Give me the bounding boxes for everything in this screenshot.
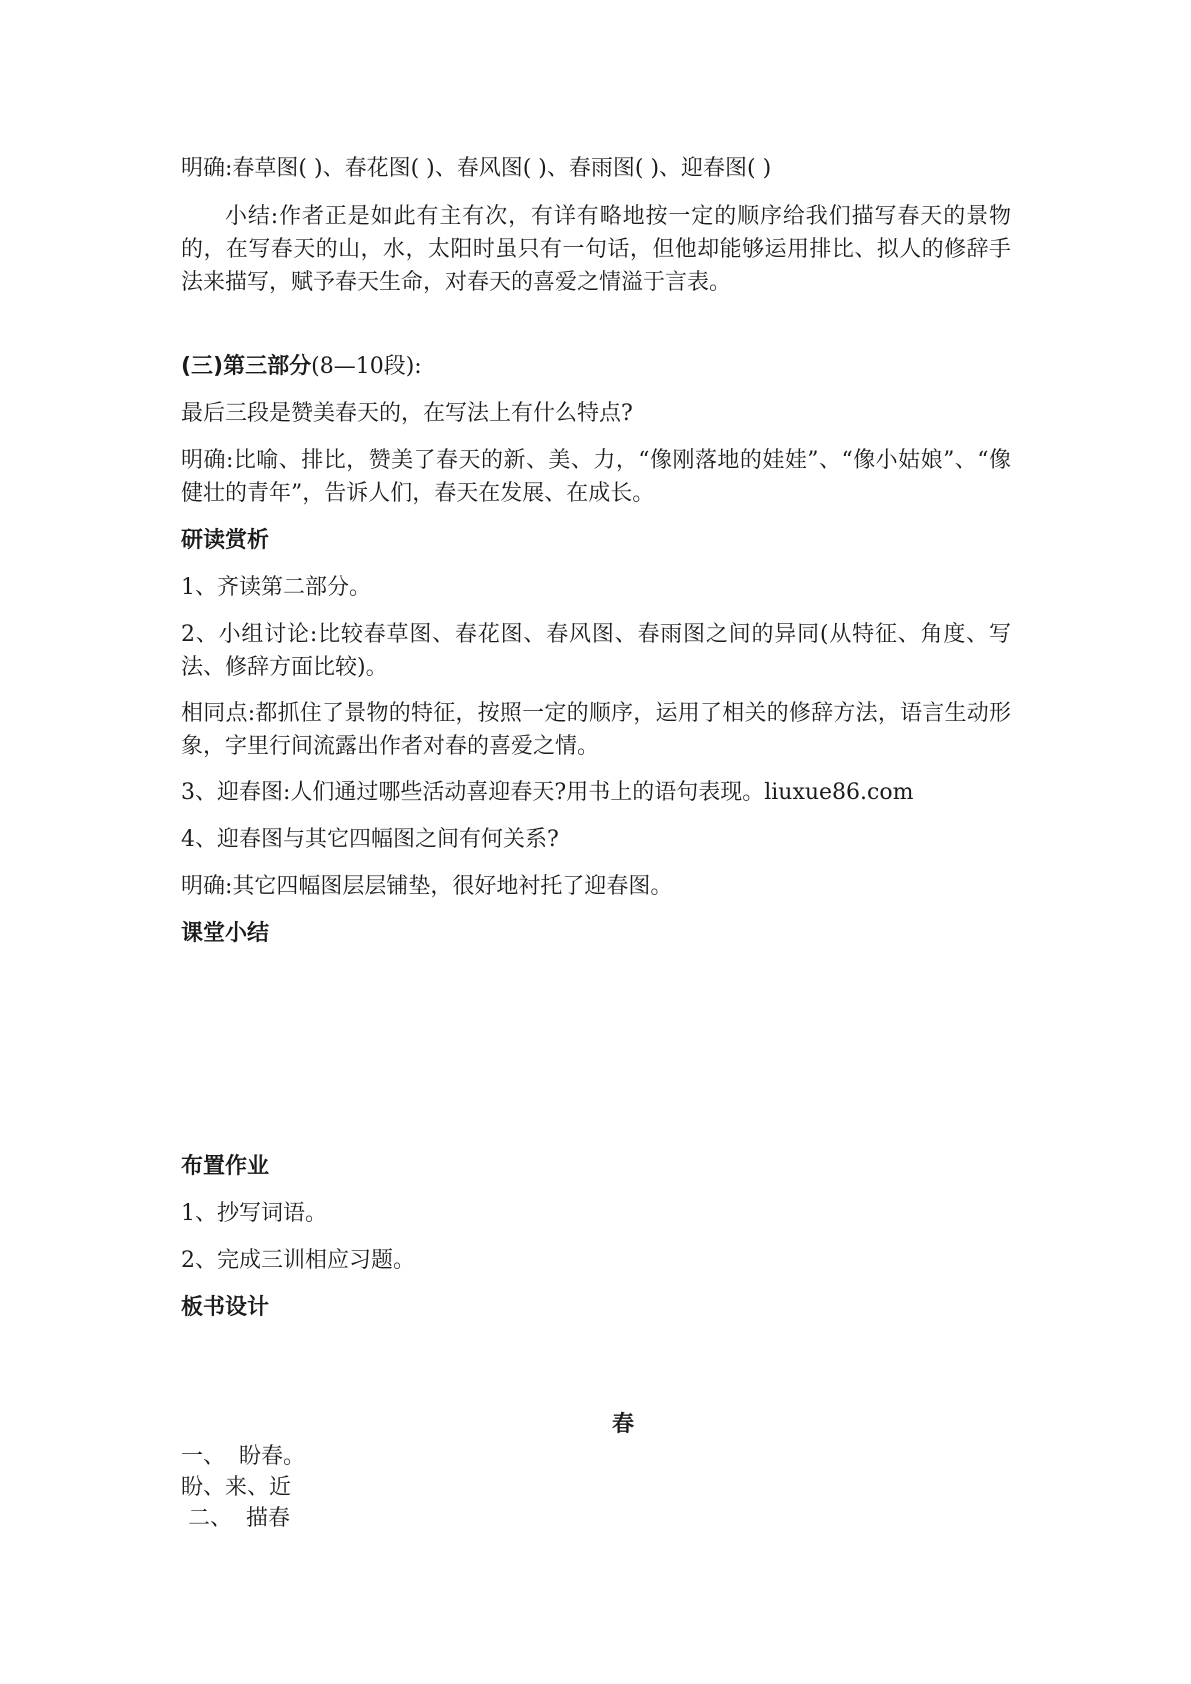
part3-range: (8—10段): — [311, 354, 422, 379]
class-summary-heading: 课堂小结 — [181, 921, 270, 946]
part3-heading-line — [181, 350, 1011, 383]
study-item-4-answer: 明确:其它四幅图层层铺垫，很好地衬托了迎春图。 — [181, 874, 673, 899]
study-item-1: 1、齐读第二部分。 — [181, 575, 371, 600]
part3-answer: 明确:比喻、排比，赞美了春天的新、美、力，“像刚落地的娃娃”、“像小姑娘”、“像健壮的青年”，告诉人们，春天在发展、在成长。 — [181, 448, 1011, 506]
homework-heading: 布置作业 — [181, 1154, 270, 1179]
answer-pictures-line: 明确:春草图( )、春花图( )、春风图( )、春雨图( )、迎春图( ) — [181, 156, 772, 181]
study-heading: 研读赏析 — [181, 528, 270, 553]
homework-item-2: 2、完成三训相应习题。 — [181, 1248, 415, 1273]
board-line-2: 盼、来、近 — [181, 1475, 292, 1500]
study-similarities: 相同点:都抓住了景物的特征，按照一定的顺序，运用了相关的修辞方法，语言生动形象，字里行间流露出作者对春的喜爱之情。 — [181, 701, 1011, 759]
board-design-heading: 板书设计 — [181, 1295, 270, 1320]
study-item-2: 2、小组讨论:比较春草图、春花图、春风图、春雨图之间的异同(从特征、角度、写法、修辞方面比较)。 — [181, 622, 1011, 680]
study-item-4: 4、迎春图与其它四幅图之间有何关系? — [181, 827, 559, 852]
homework-item-1: 1、抄写词语。 — [181, 1201, 327, 1226]
study-item-3: 3、迎春图:人们通过哪些活动喜迎春天?用书上的语句表现。liuxue86.com — [181, 780, 914, 805]
board-line-3: 二、 描春 — [181, 1506, 290, 1531]
board-title: 春 — [612, 1412, 635, 1437]
board-line-1: 一、 盼春。 — [181, 1444, 305, 1469]
summary-paragraph: 小结:作者正是如此有主有次，有详有略地按一定的顺序给我们描写春天的景物的，在写春天的山，水，太阳时虽只有一句话，但他却能够运用排比、拟人的修辞手法来描写，赋予春天生命，对春天的喜爱之情溢于言表。 — [181, 204, 1011, 295]
part3-heading: (三)第三部分 — [181, 354, 312, 379]
part3-question: 最后三段是赞美春天的，在写法上有什么特点? — [181, 401, 633, 426]
